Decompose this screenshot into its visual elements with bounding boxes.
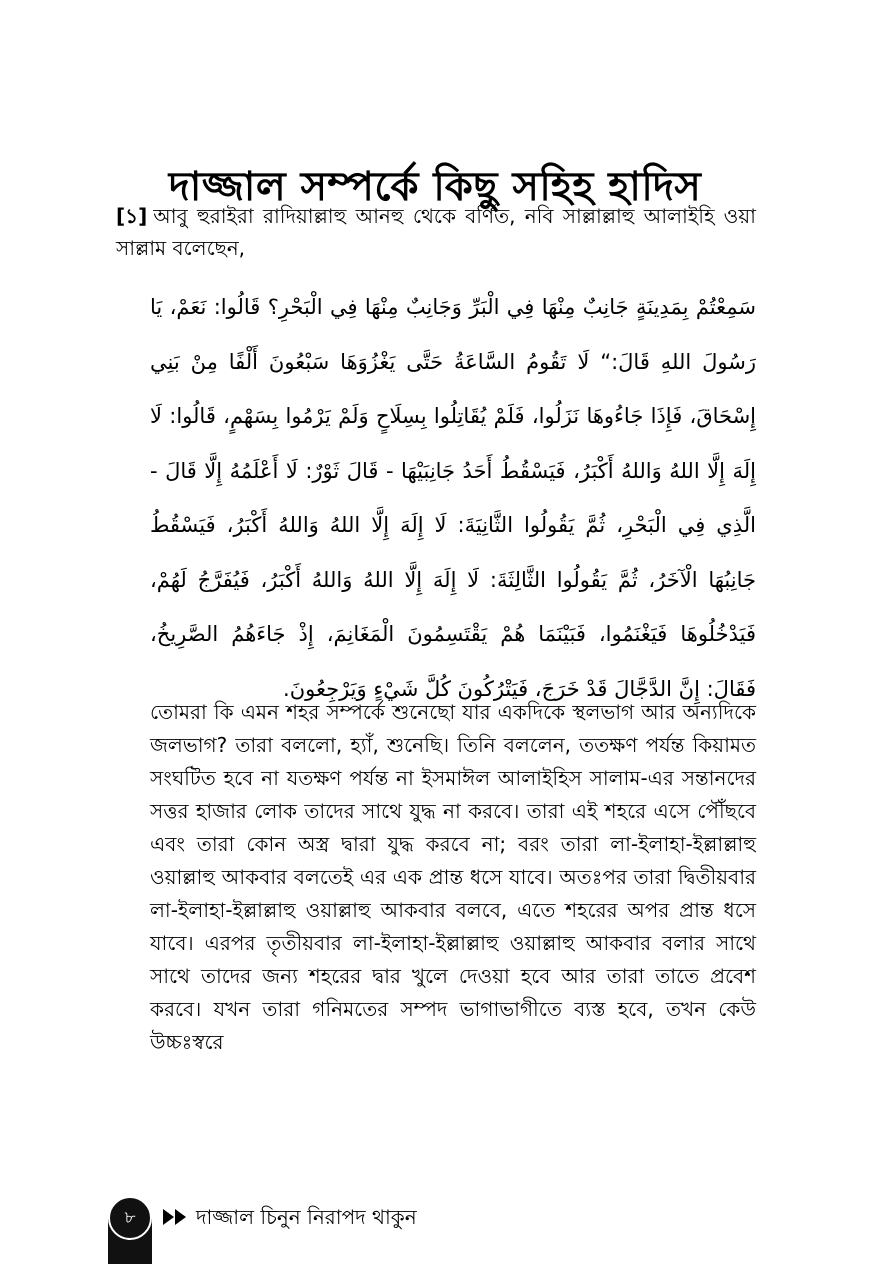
page-title: দাজ্জাল সম্পর্কে কিছু সহিহ হাদিস	[168, 163, 702, 210]
hadith-intro-text: আবু হুরাইরা রাদিয়াল্লাহু আনহু থেকে বর্ণিত, নবি সাল্লাল্লাহু আলাইহি ওয়া সাল্লাম বলেছেন,	[116, 204, 756, 260]
arabic-hadith-text: سَمِعْتُمْ بِمَدِينَةٍ جَانِبٌ مِنْهَا فِي الْبَرِّ وَجَانِبٌ مِنْهَا فِي الْبَحْرِ؟ قَالُوا: نَعَمْ، يَا رَسُولَ اللهِ قَالَ:“ لَا تَقُومُ السَّاعَةُ حَتَّى يَغْزُوَهَا سَبْعُونَ أَلْفًا مِنْ بَنِي إِسْحَاقَ، فَإِذَا جَاءُوهَا نَزَلُوا، فَلَمْ يُقَاتِلُوا بِسِلَاحٍ وَلَمْ يَرْمُوا بِسَهْمٍ، قَالُوا: لَا إِلَهَ إِلَّا اللهُ وَاللهُ أَكْبَرُ، فَيَسْقُطُ أَحَدُ جَانِبَيْهَا - قَالَ ثَوْرٌ: لَا أَعْلَمُهُ إِلَّا قَالَ - الَّذِي فِي الْبَحْرِ، ثُمَّ يَقُولُوا الثَّانِيَةَ: لَا إِلَهَ إِلَّا اللهُ وَاللهُ أَكْبَرُ، فَيَسْقُطُ جَانِبُهَا الْآخَرُ، ثُمَّ يَقُولُوا الثَّالِثَةَ: لَا إِلَهَ إِلَّا اللهُ وَاللهُ أَكْبَرُ، فَيُفَرَّجُ لَهُمْ، فَيَدْخُلُوهَا فَيَغْنَمُوا، فَبَيْنَمَا هُمْ يَقْتَسِمُونَ الْمَغَانِمَ، إِذْ جَاءَهُمُ الصَّرِيخُ، فَقَالَ: إِنَّ الدَّجَّالَ قَدْ خَرَجَ، فَيَتْرُكُونَ كُلَّ شَيْءٍ وَيَرْجِعُونَ.	[150, 295, 756, 701]
double-play-arrow-icon	[161, 1207, 189, 1227]
hadith-intro	[116, 200, 756, 264]
hadith-number: [১]	[116, 204, 148, 228]
footer-book-title: দাজ্জাল চিনুন নিরাপদ থাকুন	[196, 1205, 417, 1229]
bengali-translation: তোমরা কি এমন শহর সম্পর্কে শুনেছো যার একদিকে স্থলভাগ আর অন্যদিকে জলভাগ? তারা বললো, হ্যাঁ, শুনেছি। তিনি বললেন, ততক্ষণ পর্যন্ত কিয়ামত সংঘটিত হবে না যতক্ষণ পর্যন্ত না ইসমাঈল আলাইহিস সালাম-এর সন্তানদের সত্তর হাজার লোক তাদের সাথে যুদ্ধ না করবে। তারা এই শহরে এসে পৌঁছবে এবং তারা কোন অস্ত্র দ্বারা যুদ্ধ করবে না; বরং তারা লা-ইলাহা-ইল্লাল্লাহু ওয়াল্লাহু আকবার বলতেই এর এক প্রান্ত ধসে যাবে। অতঃপর তারা দ্বিতীয়বার লা-ইলাহা-ইল্লাল্লাহু ওয়াল্লাহু আকবার বলবে, এতে শহরের অপর প্রান্ত ধসে যাবে। এরপর তৃতীয়বার লা-ইলাহা-ইল্লাল্লাহু ওয়াল্লাহু আকবার বলার সাথে সাথে তাদের জন্য শহরের দ্বার খুলে দেওয়া হবে আর তারা তাতে প্রবেশ করবে। যখন তারা গনিমতের সম্পদ ভাগাভাগীতে ব্যস্ত হবে, তখন কেউ উচ্চঃস্বরে	[150, 700, 756, 1054]
page-number: ৮	[108, 1196, 152, 1240]
